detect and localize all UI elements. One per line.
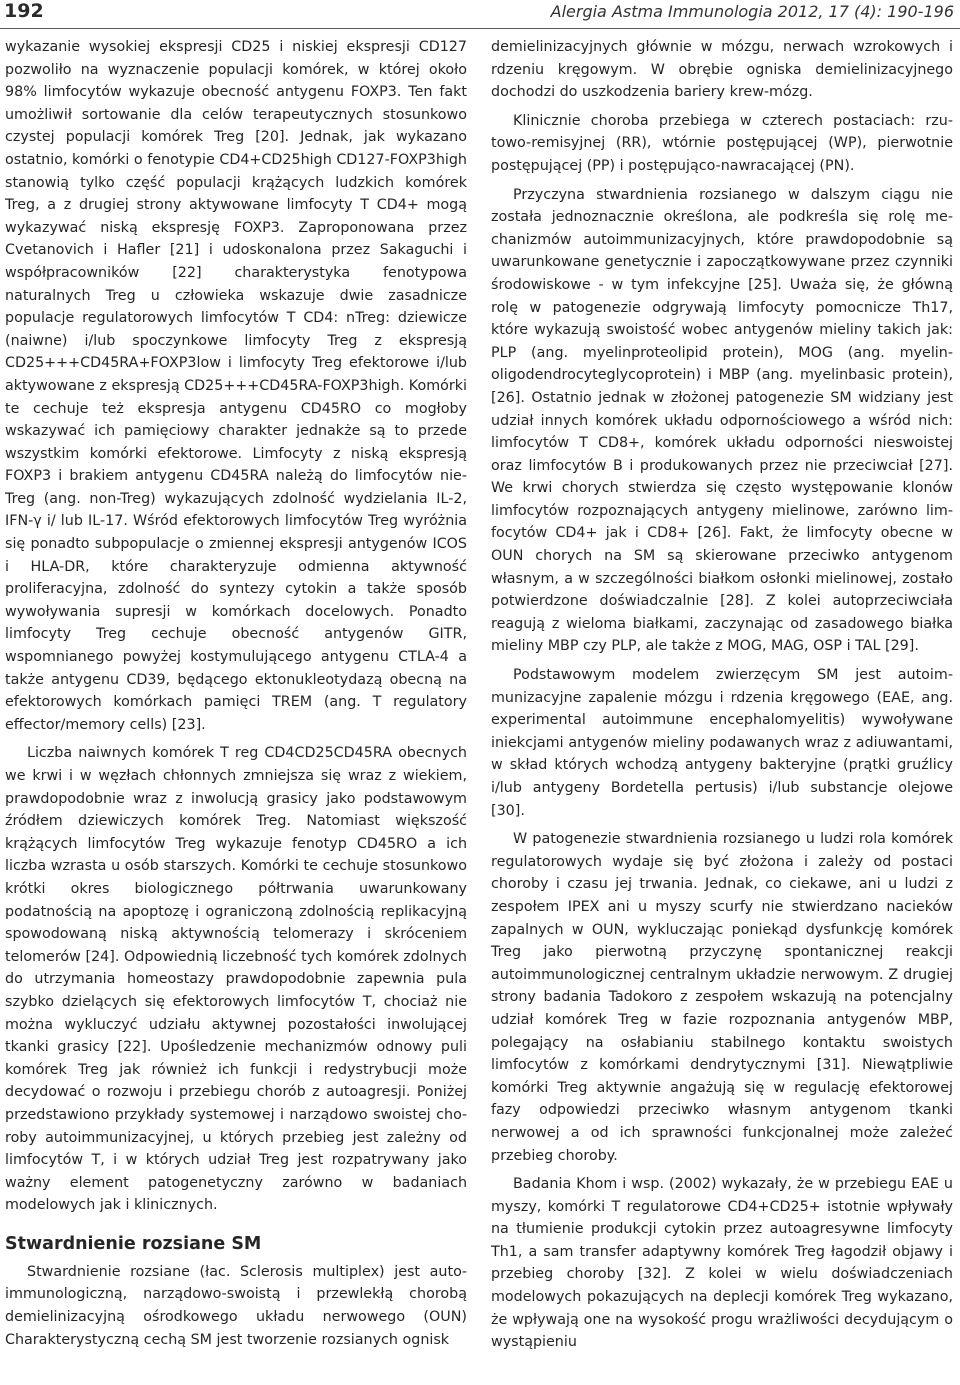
right-column: [491, 36, 953, 1354]
paragraph: Badania Khom i wsp. (2002) wykazały, że w przebiegu EAE u myszy, komórki T regulatorowe CD4+CD25+ istotnie wpływały na tłumienie produkcji cytokin przez autoagresywne limfocyty Th1, a sam transfer adaptywny komórek Treg łagodził objawy i przebieg choroby [32]. Z kolei w wielu doświadczeniach modelowych pokazujących na deplecji komórek Treg wykazano, że wpływają one na wysokość progu wrażliwości decydującym o wystąpieniu: [491, 1176, 953, 1351]
page-number: 192: [4, 0, 44, 22]
left-column: [5, 36, 467, 1351]
paragraph: Stwardnienie rozsiane (łac. Sclerosis multiplex) jest autoimmunologiczną, narządowo-swoistą i przewlekłą chorobą demielinizacyjną ośrodkowego układu nerwowego (OUN) Charakterystyczną cechą SM jest tworzenie rozsianych ognisk: [5, 1263, 467, 1348]
section-heading: Stwardnienie rozsiane SM: [5, 1233, 262, 1254]
paragraph: Przyczyna stwardnienia rozsianego w dalszym ciągu nie została jednoznacznie określona, ale podkreśla się rolę mechanizmów autoimmunizacyjnych, które prawdopodobnie są uwarunkowane genetycznie i zapoczątkowywane przez czynniki środowiskowe - w tym infekcyjne [25]. Uważa się, że główną rolę w patogenezie odgrywają limfocyty pomocnicze Th17, które wykazują swoistość wobec antygenów mieliny takich jak: PLP (ang. myelinproteolipid protein), MOG (ang. myelin-oligodendrocyteglycoprotein) i MBP (ang. myelinbasic protein), [26]. Ostatnio jednak w złożonej patogenezie SM widziany jest udział innych komórek układu odpornościowego a wśród nich: limfocytów T CD8+, komórek układu odporności nieswoistej oraz limfocytów B i produkowanych przez nie przeciwciał [27]. We krwi chorych stwierdza się często występowanie klonów limfocytów rozpoznających antygeny mielinowe, zarówno limfocytów CD4+ jak i CD8+ [26]. Fakt, że limfocyty obecne w OUN chorych na SM są skierowane przeciwko antygenom własnym, a w szczególności białkom osłonki mielinowej, zostało potwierdzone doświadczalnie [28]. Z kolei autoprzeciwciała reagują z wieloma białkami, zaczynając od zasadowego białka mieliny MBP czy PLP, ale także z MOG, MAG, OSP i TAL [29].: [491, 186, 953, 655]
paragraph: Podstawowym modelem zwierzęcym SM jest autoimmunizacyjne zapalenie mózgu i rdzenia kręgowego (EAE, ang. experimental autoimmune encephalomyelitis) wywoływane iniekcjami antygenów mieliny podawanych wraz z adiuwantami, w skład których wchodzą antygeny bakteryjne (prątki gruźlicy i/lub antygeny Bordetella pertusis) i/lub substancje olejowe [30].: [491, 667, 953, 819]
paragraph: demielinizacyjnych głównie w mózgu, nerwach wzrokowych i rdzeniu kręgowym. W obrębie ogniska demielinizacyjnego dochodzi do uszkodzenia bariery krew-mózg.: [491, 39, 953, 101]
paragraph: W patogenezie stwardnienia rozsianego u ludzi rola komórek regulatorowych wydaje się być złożona i zależy od postaci choroby i czasu jej trwania. Jednak, co ciekawe, ani u ludzi z zespołem IPEX ani u myszy scurfy nie stwierdzano nacieków zapalnych w OUN, wykluczając poniekąd dysfunkcję komórek Treg jako pierwotną przyczynę spontanicznej reakcji autoimmunologicznej centralnym układzie nerwowym. Z drugiej strony badania Tadokoro z zespołem wskazują na potencjalny udział komórek Treg w fazie rozpoznania antygenów MBP, polegający na osłabianiu stabilnego kontaktu swoistych limfocytów z komórkami dendrytycznymi [31]. Niewątpliwie komórki Treg aktywnie angażują się w regulację efektorowej fazy odpowiedzi przeciwko własnym antygenom tkanki nerwowej a od ich sprawności funkcjonalnej może zależeć przebieg choroby.: [491, 831, 953, 1164]
paragraph: wykazanie wysokiej ekspresji CD25 i niskiej ekspresji CD127 pozwoliło na wyznaczenie populacji komórek, w której około 98% limfocytów wykazuje obecność antygenu FOXP3. Ten fakt umożliwił sortowanie dla celów terapeutycznych stosunkowo czystej populacji komórek Treg [20]. Jednak, jak wykazano ostatnio, komórki o fenotypie CD4+CD25high CD127-FOXP3high stanowią tylko część populacji krążących ludzkich komórek Treg, a z drugiej strony aktywowane limfocyty T CD4+ mogą wykazywać niską ekspresję FOXP3. Zaproponowana przez Cvetanovich i Hafler [21] i udoskonalona przez Sakaguchi i współpracowników [22] charakterystyka fenotypowa naturalnych Treg u człowieka wskazuje dwie zasadnicze populacje regulatorowych limfocytów T CD4: nTreg: dziewicze (naiwne) i/lub spoczynkowe limfocyty Treg z ekspresją CD25+++CD45RA+FOXP3low i limfocyty Treg efektorowe i/lub aktywowane z ekspresją CD25+++CD45RA-FOXP3high. Komórki te cechuje też ekspresja antygenu CD45RO co mogłoby wskazywać ich pamięciowy charakter jednakże są to przede wszystkim komórki efektorowe. Limfocyty z niską ekspresją FOXP3 i brakiem antygenu CD45RA należą do limfocytów nie-Treg (ang. non-Treg) wykazujących zdolność wydzielania IL-2, IFN-γ i/ lub IL-17. Wśród efektorowych limfocytów Treg wyróżnia się ponadto subpopulacje o zmiennej ekspresji antygenów ICOS i HLA-DR, które charakteryzuje odmienna aktywność proliferacyjna, zdolność do syntezy cytokin a także sposób wywoływania supresji w komórkach docelowych. Ponadto limfocyty Treg cechuje obecność antygenów GITR, wspomnianego powyżej kostymulującego antygenu CTLA-4 a także antygenu CD39, będącego ektonukleotydazą obecną na efektorowych komórkach pamięci TREM (ang. T regulatory effector/memory cells) [23].: [5, 39, 467, 733]
paragraph: Liczba naiwnych komórek T reg CD4CD25CD45RA obecnych we krwi i w węzłach chłonnych zmniejsza się wraz z wiekiem, prawdopodobnie wraz z inwolucją grasicy jako podstawowym źródłem dziewiczych komórek Treg. Natomiast większość krążących limfocytów Treg wykazuje fenotyp CD45RO a ich liczba wzrasta u osób starszych. Komórki te cechuje stosunkowo krótki okres biologicznego półtrwania uwarunkowany podatnością na apoptozę i ograniczoną zdolnością replikacyjną spowodowaną niską aktywnością telomerazy i skróceniem telomerów [24]. Odpowiednią liczebność tych komórek zdolnych do utrzymania homeostazy prawdopodobnie zapewnia pula szybko dzielących się efektorowych limfocytów T, chociaż nie można wykluczyć udziału aktywnej pozostałości inwolującej tkanki grasicy [22]. Upośledzenie mechanizmów odnowy puli komórek Treg jak również ich funkcji i redystrybucji może decydować o rozwoju i przebiegu chorób z autoagresji. Poniżej przedstawiono przykłady systemowej i narządowo swoistej choroby autoimmunizacyjnej, u których przebieg jest zależny od limfocytów T, i w których udział Treg jest rozpatrywany jako ważny element patogenetyczny zarówno w badaniach modelowych jak i klinicznych.: [5, 745, 467, 1214]
page-header: [0, 0, 960, 29]
journal-citation: Alergia Astma Immunologia 2012, 17 (4): 190-196: [550, 2, 954, 21]
paragraph: Klinicznie choroba przebiega w czterech postaciach: rzutowo-remisyjnej (RR), wtórnie postępującej (WP), pierwotnie postępującej (PP) i postępująco-nawracającej (PN).: [491, 112, 953, 174]
